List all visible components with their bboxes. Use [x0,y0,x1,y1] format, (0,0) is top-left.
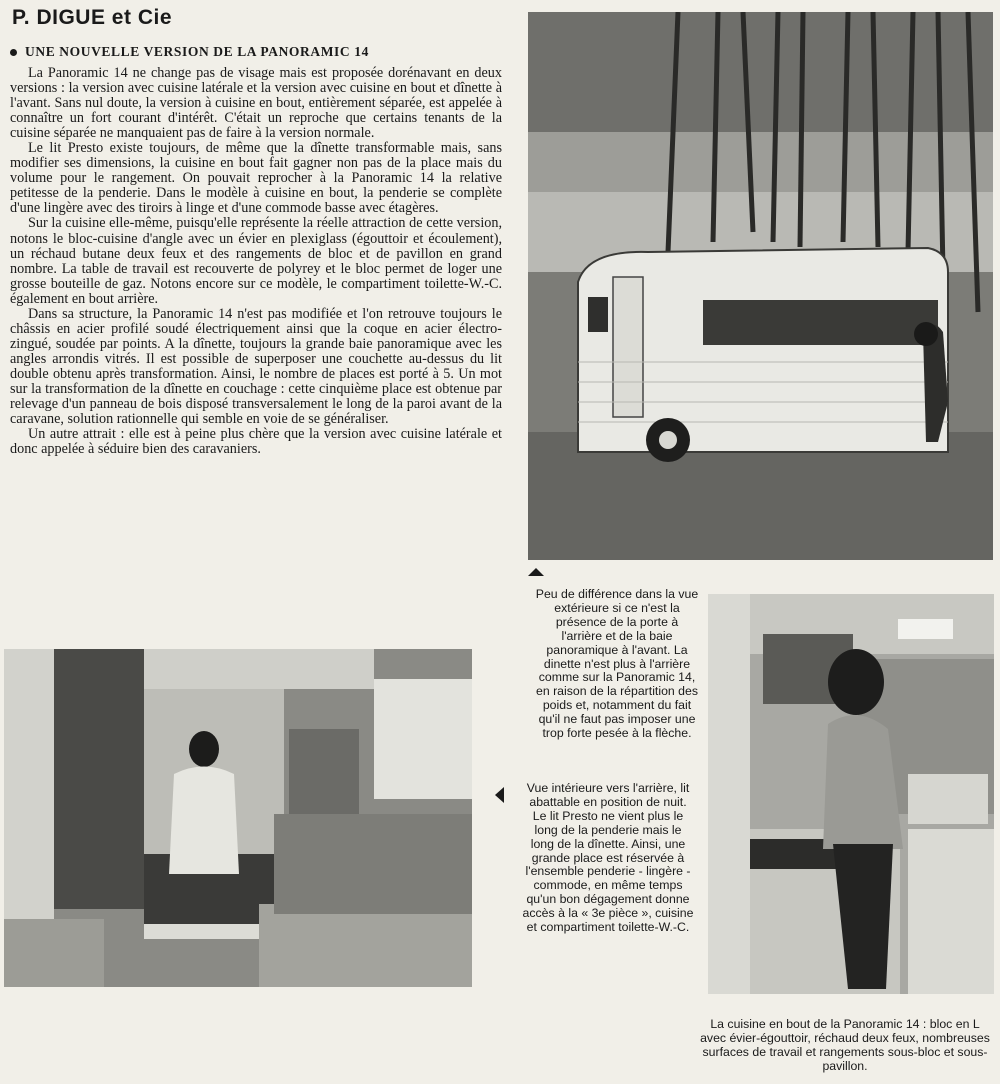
article-paragraph: La Panoramic 14 ne change pas de visage mais est proposée dorénavant en deux versions : la version avec cuisine latérale et la version avec cuisine en bout et dînette à l'avant. Sans nul doute, la version à cuisine en bout, entièrement séparée, est appelée à connaître un fort courant d'intérêt. C'était un reproche que certains tenants de la cuisine séparée ne manquaient pas de faire à la version normale. [10,65,502,142]
article-paragraph: Dans sa structure, la Panoramic 14 n'est pas modifiée et l'on retrouve toujours le châssis en acier profilé soudé électriquement ainsi que la coque en acier électro-zingué, soudée par points. A la dînette, toujours la grande baie panoramique avec les angles arrondis vitrés. Il est possible de superposer une couchette au-dessus du lit double obtenu après transformation. Ainsi, le nombre de places est porté à 5. Un mot sur la transformation de la dînette en couchage : cette cinquième place est obtenue par relevage d'un panneau de bois disposé transversalement le long de la paroi avant de la caravane, solution rationnelle qui semble en voie de se généraliser. [10,305,502,428]
interior-photo [4,649,472,987]
article-paragraph: Le lit Presto existe toujours, de même que la dînette transformable mais, sans modifier ses dimensions, la cuisine en bout fait gagner non pas de la place mais du volume pour le rangement. On pouvait reprocher à la Panoramic 14 la relative petitesse de la penderie. Dans le modèle à cuisine en bout, la penderie se complète d'une lingère avec des tiroirs à linge et d'une commode basse avec étagères. [10,140,502,217]
arrow-up-icon [528,568,544,576]
headline-text: UNE NOUVELLE VERSION DE LA PANORAMIC 14 [25,44,369,59]
kitchen-photo [708,594,994,994]
arrow-left-icon [495,787,504,803]
article-paragraph: Sur la cuisine elle-même, puisqu'elle représente la réelle attraction de cette version, notons le bloc-cuisine d'angle avec un évier en plexiglass (égouttoir et écoulement), un réchaud butane deux feux et des rangements de bloc et de pavillon en grand nombre. La table de travail est recouverte de polyrey et le bloc permet de loger une grosse bouteille de gaz. Notons encore sur ce modèle, le compartiment toilette-W.-C. également en bout arrière. [10,215,502,307]
kitchen-caption: La cuisine en bout de la Panoramic 14 : bloc en L avec évier-égouttoir, réchaud deux feux, nombreuses surfaces de travail et rangements sous-bloc et sous-pavillon. [700,1017,990,1073]
article-paragraph: Un autre attrait : elle est à peine plus chère que la version avec cuisine latérale et donc appelée à séduire bien des caravaniers. [10,426,502,458]
interior-caption: Vue intérieure vers l'arrière, lit abattable en position de nuit. Le lit Presto ne vient plus le long de la penderie mais le long de la dînette. Ainsi, une grande place est réservée à l'ensemble penderie - lingère - commode, en même temps qu'un bon dégagement donne accès à la « 3e pièce », cuisine et compartiment toilette-W.-C. [522,781,694,935]
exterior-photo [528,12,993,560]
article-headline [10,44,369,60]
article-body [10,66,502,457]
exterior-caption: Peu de différence dans la vue extérieure si ce n'est la présence de la porte à l'arrière et de la baie panoramique à l'avant. La dinette n'est plus à l'arrière comme sur la Panoramic 14, en raison de la répartition des poids et, notamment du fait qu'il ne faut pas imposer une trop forte pesée à la flèche. [535,587,699,741]
company-name: P. DIGUE et Cie [12,6,172,29]
bullet-icon [10,49,17,56]
